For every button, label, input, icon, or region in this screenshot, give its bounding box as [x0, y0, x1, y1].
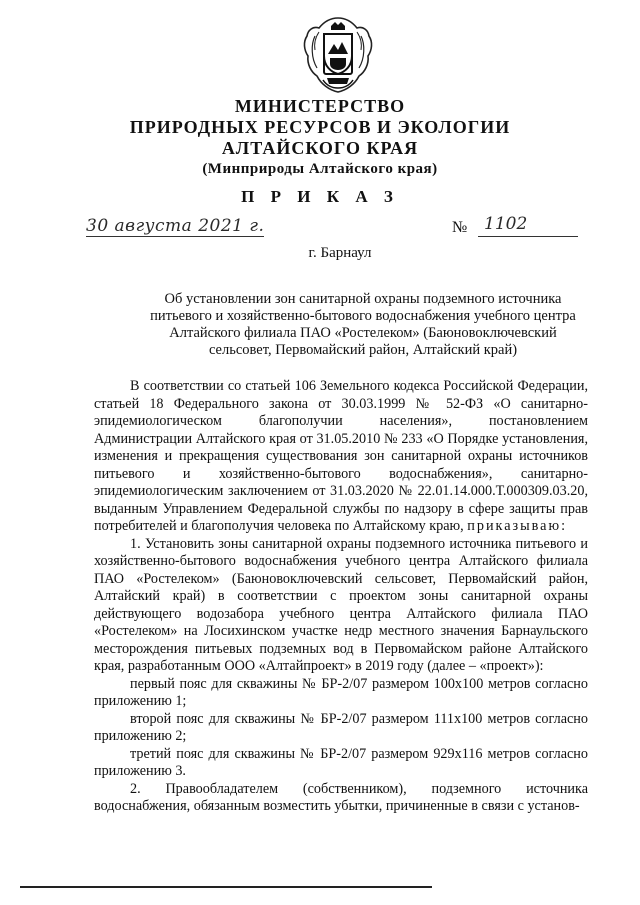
- belt-3-paragraph: третий пояс для скважины № БР-2/07 размером 929х116 метров согласно приложению 3.: [94, 745, 588, 779]
- city-name: г. Барнаул: [308, 245, 372, 261]
- ministry-title-line2: ПРИРОДНЫХ РЕСУРСОВ И ЭКОЛОГИИ: [129, 117, 511, 137]
- order-title: П Р И К А З: [241, 187, 399, 206]
- preamble-paragraph: [94, 378, 588, 536]
- item-2-paragraph: 2. Правообладателем (собственником), подземного источника водоснабжения, обязанным возместить убытки, причиненные в связи с установ-: [94, 780, 588, 814]
- order-number-handwritten: 1102: [484, 214, 528, 234]
- coat-of-arms-emblem: [301, 14, 375, 96]
- preamble-text: В соответствии со статьей 106 Земельного кодекса Российской Федерации, статьей 18 Федерального закона от 30.03.1999 № 52-ФЗ «О санитарно-эпидемиологическом благополучии населения», постановлением Администрации Алтайского края от 31.05.2010 № 233 «О Порядке установления, изменения и прекращения существования зон санитарной охраны источников питьевого и хозяйственно-бытового водоснабжения», санитарно-эпидемиологическим заключением от 31.03.2020 № 22.01.14.000.Т.000309.03.20, выданным Управлением Федеральной службы по надзору в сфере защиты прав потребителей и благополучия человека по Алтайскому краю,: [94, 378, 588, 534]
- belt-2-paragraph: второй пояс для скважины № БР-2/07 размером 111х100 метров согласно приложению 2;: [94, 710, 588, 744]
- order-number-label: №: [452, 219, 468, 236]
- belt-1-paragraph: первый пояс для скважины № БР-2/07 размером 100х100 метров согласно приложению 1;: [94, 675, 588, 709]
- ministry-title-line1: МИНИСТЕРСТВО: [234, 96, 406, 116]
- order-date-handwritten: 30 августа 2021 г.: [86, 216, 265, 236]
- bottom-rule: [20, 886, 432, 888]
- item-1-paragraph: 1. Установить зоны санитарной охраны подземного источника питьевого и хозяйственно-бытового водоснабжения учебного центра Алтайского филиала ПАО «Ростелеком» (Баюновоключевский сельсовет, Первомайский район, Алтайский край) в соответствии с проектом зоны санитарной охраны действующего водозабора учебного центра Алтайского филиала ПАО «Ростелеком» на Лосихинском участке недр местного значения Барнаульского месторождения питьевых подземных вод в Первомайском районе Алтайского края, разработанным ООО «Алтайпроект» в 2019 году (далее – «проект»):: [94, 535, 588, 674]
- orders-word: приказываю:: [467, 518, 568, 534]
- ministry-short-name: (Минприроды Алтайского края): [202, 161, 438, 177]
- order-body: [94, 378, 588, 816]
- date-underline: [86, 236, 264, 237]
- ministry-title-line3: АЛТАЙСКОГО КРАЯ: [221, 138, 419, 158]
- order-subject: Об установлении зон санитарной охраны подземного источника питьевого и хозяйственно-бытового водоснабжения учебного центра Алтайского филиала ПАО «Ростелеком» (Баюновоключевский сельсовет, Первомайский район, Алтайский край): [150, 291, 576, 358]
- number-underline: [478, 236, 578, 237]
